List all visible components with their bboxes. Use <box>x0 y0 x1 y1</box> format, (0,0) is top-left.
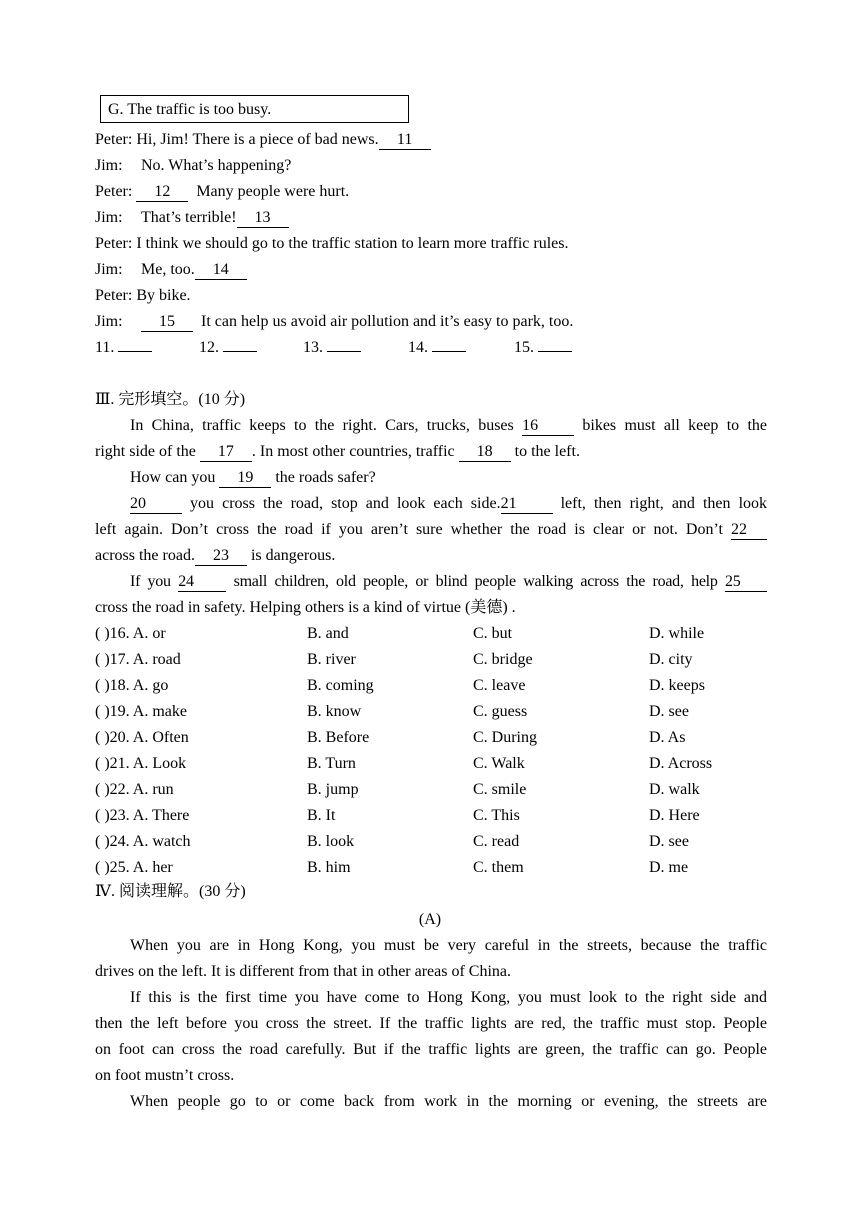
reading-line: drives on the left. It is different from that in other areas of China. <box>95 963 512 980</box>
reading-line: on foot can cross the road carefully. But if the traffic lights are green, the traffic can go. People <box>95 1041 767 1058</box>
passage-line: left again. Don’t cross the road if you aren’t sure whether the road is clear or not. Don’t 22 <box>95 520 767 540</box>
reading-line: When people go to or come back from work in the morning or evening, the streets are <box>130 1093 767 1110</box>
passage-line: across the road. 23 is dangerous. <box>95 547 336 564</box>
blank-14: 14 <box>195 261 247 280</box>
question-row: ( )24. A. watch B. look C. read D. see <box>95 833 689 850</box>
dialogue-line: Peter: By bike. <box>95 287 191 304</box>
dialogue-line: Peter: 12 Many people were hurt. <box>95 183 350 200</box>
dialogue-line: Jim: No. What’s happening? <box>95 157 292 174</box>
passage-line: right side of the 17 . In most other countries, traffic 18 to the left. <box>95 443 580 460</box>
answer-slot-11: 11. <box>95 338 152 358</box>
dialogue-line: Jim: That’s terrible! 13 <box>95 208 289 228</box>
reading-line: If this is the first time you have come to Hong Kong, you must look to the right side and <box>130 989 767 1006</box>
dialogue-line: Jim: 15 It can help us avoid air pollution and it’s easy to park, too. <box>95 313 574 330</box>
passage-line: In China, traffic keeps to the right. Cars, trucks, buses 16 bikes must all keep to the <box>130 417 768 434</box>
dialogue-line: Jim: Me, too. 14 <box>95 260 247 280</box>
question-row: ( )17. A. road B. river C. bridge D. city <box>95 651 693 668</box>
passage-line: How can you 19 the roads safer? <box>130 469 376 486</box>
reading-line: When you are in Hong Kong, you must be very careful in the streets, because the traffic <box>130 937 767 954</box>
reading-line: then the left before you cross the street. If the traffic lights are red, the traffic must stop. People <box>95 1015 767 1032</box>
answer-slot-14: 14. <box>408 338 466 358</box>
question-row: ( )21. A. Look B. Turn C. Walk D. Across <box>95 755 713 772</box>
passage-a-label: (A) <box>418 911 442 928</box>
question-row: ( )23. A. There B. It C. This D. Here <box>95 807 700 824</box>
passage-line: If you 24 small children, old people, or blind people walking across the road, help 25 <box>130 572 767 592</box>
option-g-box <box>100 95 409 123</box>
option-g-text: G. The traffic is too busy. <box>108 101 272 118</box>
answer-slot-15: 15. <box>514 338 572 358</box>
dialogue-line: Peter: Hi, Jim! There is a piece of bad news. 11 <box>95 130 431 150</box>
blank-13: 13 <box>237 209 289 228</box>
passage-line: cross the road in safety. Helping others is a kind of virtue (美德) . <box>95 599 516 616</box>
question-row: ( )16. A. or B. and C. but D. while <box>95 625 705 642</box>
passage-line: 20 you cross the road, stop and look each side.21 left, then right, and then look <box>130 495 768 512</box>
blank-12: 12 <box>136 183 188 202</box>
section-4-heading: Ⅳ. 阅读理解。(30 分) <box>95 883 246 900</box>
question-row: ( )20. A. Often B. Before C. During D. As <box>95 729 686 746</box>
dialogue-line: Peter: I think we should go to the traffic station to learn more traffic rules. <box>95 235 569 252</box>
blank-15: 15 <box>141 313 193 332</box>
answer-slot-13: 13. <box>303 338 361 358</box>
answer-slot-12: 12. <box>199 338 257 358</box>
section-3-heading: Ⅲ. 完形填空。(10 分) <box>95 391 246 408</box>
question-row: ( )22. A. run B. jump C. smile D. walk <box>95 781 700 798</box>
question-row: ( )19. A. make B. know C. guess D. see <box>95 703 689 720</box>
reading-line: on foot mustn’t cross. <box>95 1067 235 1084</box>
blank-11: 11 <box>379 131 431 150</box>
question-row: ( )25. A. her B. him C. them D. me <box>95 859 689 876</box>
question-row: ( )18. A. go B. coming C. leave D. keeps <box>95 677 705 694</box>
